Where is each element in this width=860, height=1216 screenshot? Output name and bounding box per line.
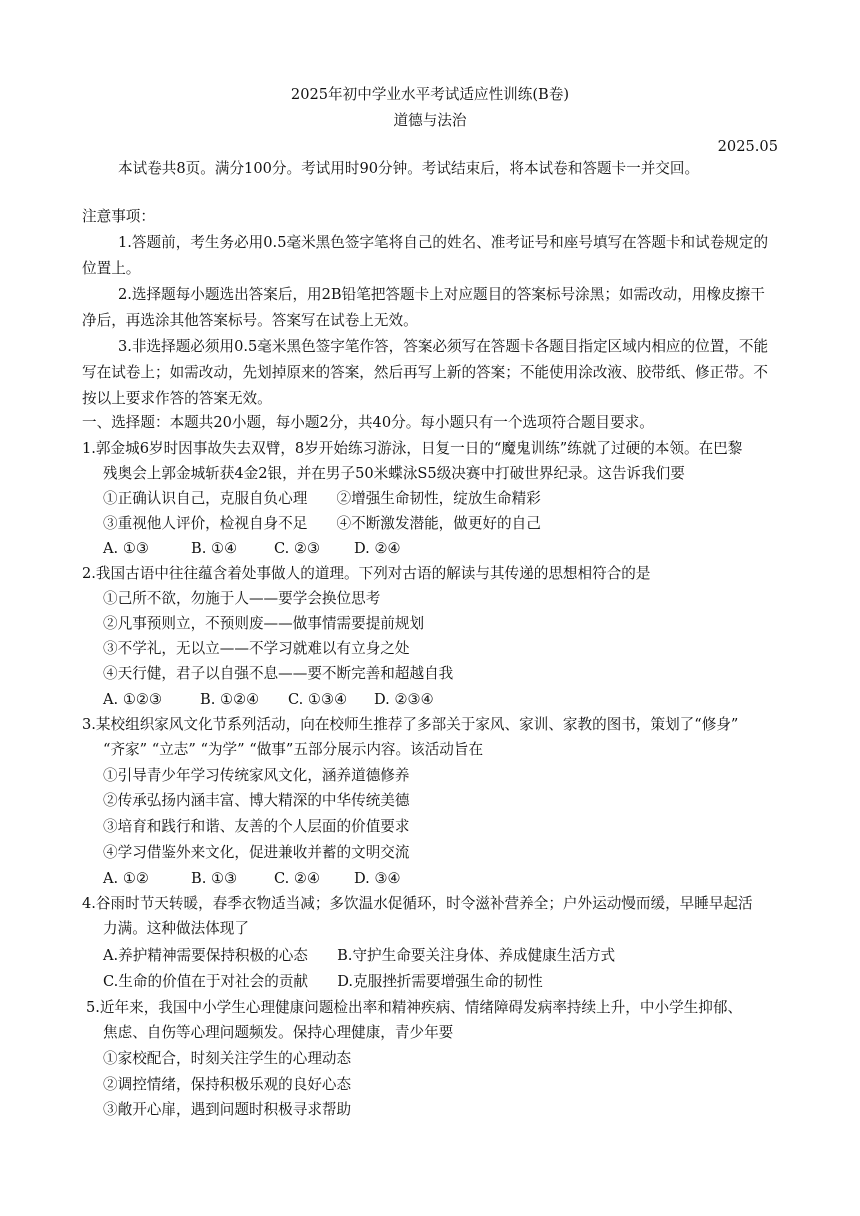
question-5-option-line: ②调控情绪，保持积极乐观的良好心态 <box>103 1076 352 1093</box>
question-2-option-line: ④天行健，君子以自强不息——要不断完善和超越自我 <box>103 665 454 682</box>
choice-d: D. ②④ <box>354 540 401 557</box>
question-1-choices <box>103 536 401 562</box>
choice-c: C. ①③④ <box>288 691 348 708</box>
choice-b: B. ①②④ <box>200 691 260 708</box>
question-3-option-line: ④学习借鉴外来文化，促进兼收并蓄的文明交流 <box>103 844 410 861</box>
question-4-line-2: 力满。这种做法体现了 <box>103 920 249 937</box>
choice-c: C. ②③ <box>274 540 321 557</box>
question-3-line-1: 3.某校组织家风文化节系列活动，向在校师生推荐了多部关于家风、家训、家教的图书，策划了“修身” <box>82 716 739 733</box>
choice-b: B. ①③ <box>191 870 238 887</box>
question-2-choices <box>103 687 434 713</box>
section-heading: 一、选择题：本题共20小题，每小题2分，共40分。每小题只有一个选项符合题目要求。 <box>82 414 654 431</box>
question-1-line-2: 残奥会上郭金城斩获4金2银，并在男子50米蝶泳S5级决赛中打破世界纪录。这告诉我们要 <box>103 465 685 482</box>
exam-date: 2025.05 <box>717 138 778 155</box>
question-1-option-line: ③重视他人评价，检视自身不足 ④不断激发潜能，做更好的自己 <box>103 515 541 532</box>
note-item-2: 2.选择题每小题选出答案后，用2B铅笔把答题卡上对应题目的答案标号涂黑；如需改动，用橡皮擦干净后，再选涂其他答案标号。答案写在试卷上无效。 <box>82 286 765 329</box>
question-1-option-line: ①正确认识自己，克服自负心理 ②增强生命韧性，绽放生命精彩 <box>103 490 541 507</box>
choice-a: A. ①② <box>103 870 149 887</box>
question-2-option-line: ③不学礼，无以立——不学习就难以有立身之处 <box>103 640 410 657</box>
question-3-line-2: “齐家” “立志” “为学” “做事”五部分展示内容。该活动旨在 <box>103 741 484 758</box>
notes-heading: 注意事项： <box>82 208 155 225</box>
question-4-option-line: C.生命的价值在于对社会的贡献 D.克服挫折需要增强生命的韧性 <box>103 973 543 990</box>
choice-b: B. ①④ <box>191 540 238 557</box>
question-5-option-line: ③敞开心扉，遇到问题时积极寻求帮助 <box>103 1101 352 1118</box>
question-4-option-line: A.养护精神需要保持积极的心态 B.守护生命要关注身体、养成健康生活方式 <box>103 947 616 964</box>
question-2-line-1: 2.我国古语中往往蕴含着处事做人的道理。下列对古语的解读与其传递的思想相符合的是 <box>82 565 651 582</box>
choice-d: D. ③④ <box>354 870 401 887</box>
question-4-line-1: 4.谷雨时节天转暖，春季衣物适当减；多饮温水促循环，时令滋补营养全；户外运动慢而缓，早睡早起活 <box>82 895 753 912</box>
note-item-3: 3.非选择题必须用0.5毫米黑色签字笔作答，答案必须写在答题卡各题目指定区域内相应的位置，不能写在试卷上；如需改动，先划掉原来的答案，然后再写上新的答案；不能使用涂改液、胶带纸、修正带。不按以上要求作答的答案无效。 <box>82 338 769 407</box>
question-2-option-line: ②凡事预则立，不预则废——做事情需要提前规划 <box>103 615 425 632</box>
question-1-line-1: 1.郭金城6岁时因事故失去双臂，8岁开始练习游泳，日复一日的“魔鬼训练”练就了过硬的本领。在巴黎 <box>82 440 743 457</box>
question-3-option-line: ②传承弘扬内涵丰富、博大精深的中华传统美德 <box>103 792 410 809</box>
choice-a: A. ①③ <box>103 540 149 557</box>
exam-title: 2025年初中学业水平考试适应性训练(B卷) <box>290 86 570 103</box>
choice-d: D. ②③④ <box>374 691 434 708</box>
choice-c: C. ②④ <box>274 870 321 887</box>
exam-info: 本试卷共8页。满分100分。考试用时90分钟。考试结束后，将本试卷和答题卡一并交回。 <box>118 160 700 177</box>
choice-a: A. ①②③ <box>103 691 163 708</box>
question-3-choices <box>103 866 401 892</box>
note-item-1: 1.答题前，考生务必用0.5毫米黑色签字笔将自己的姓名、准考证号和座号填写在答题卡和试卷规定的位置上。 <box>82 234 769 277</box>
question-3-option-line: ①引导青少年学习传统家风文化，涵养道德修养 <box>103 767 410 784</box>
question-3-option-line: ③培育和践行和谐、友善的个人层面的价值要求 <box>103 818 410 835</box>
subject-title: 道德与法治 <box>393 112 467 129</box>
question-5-line-1: 5.近年来，我国中小学生心理健康问题检出率和精神疾病、情绪障碍发病率持续上升，中小学生抑郁、 <box>86 999 743 1016</box>
question-5-option-line: ①家校配合，时刻关注学生的心理动态 <box>103 1050 352 1067</box>
question-2-option-line: ①己所不欲，勿施于人——要学会换位思考 <box>103 590 381 607</box>
question-5-line-2: 焦虑、自伤等心理问题频发。保持心理健康，青少年要 <box>103 1024 454 1041</box>
